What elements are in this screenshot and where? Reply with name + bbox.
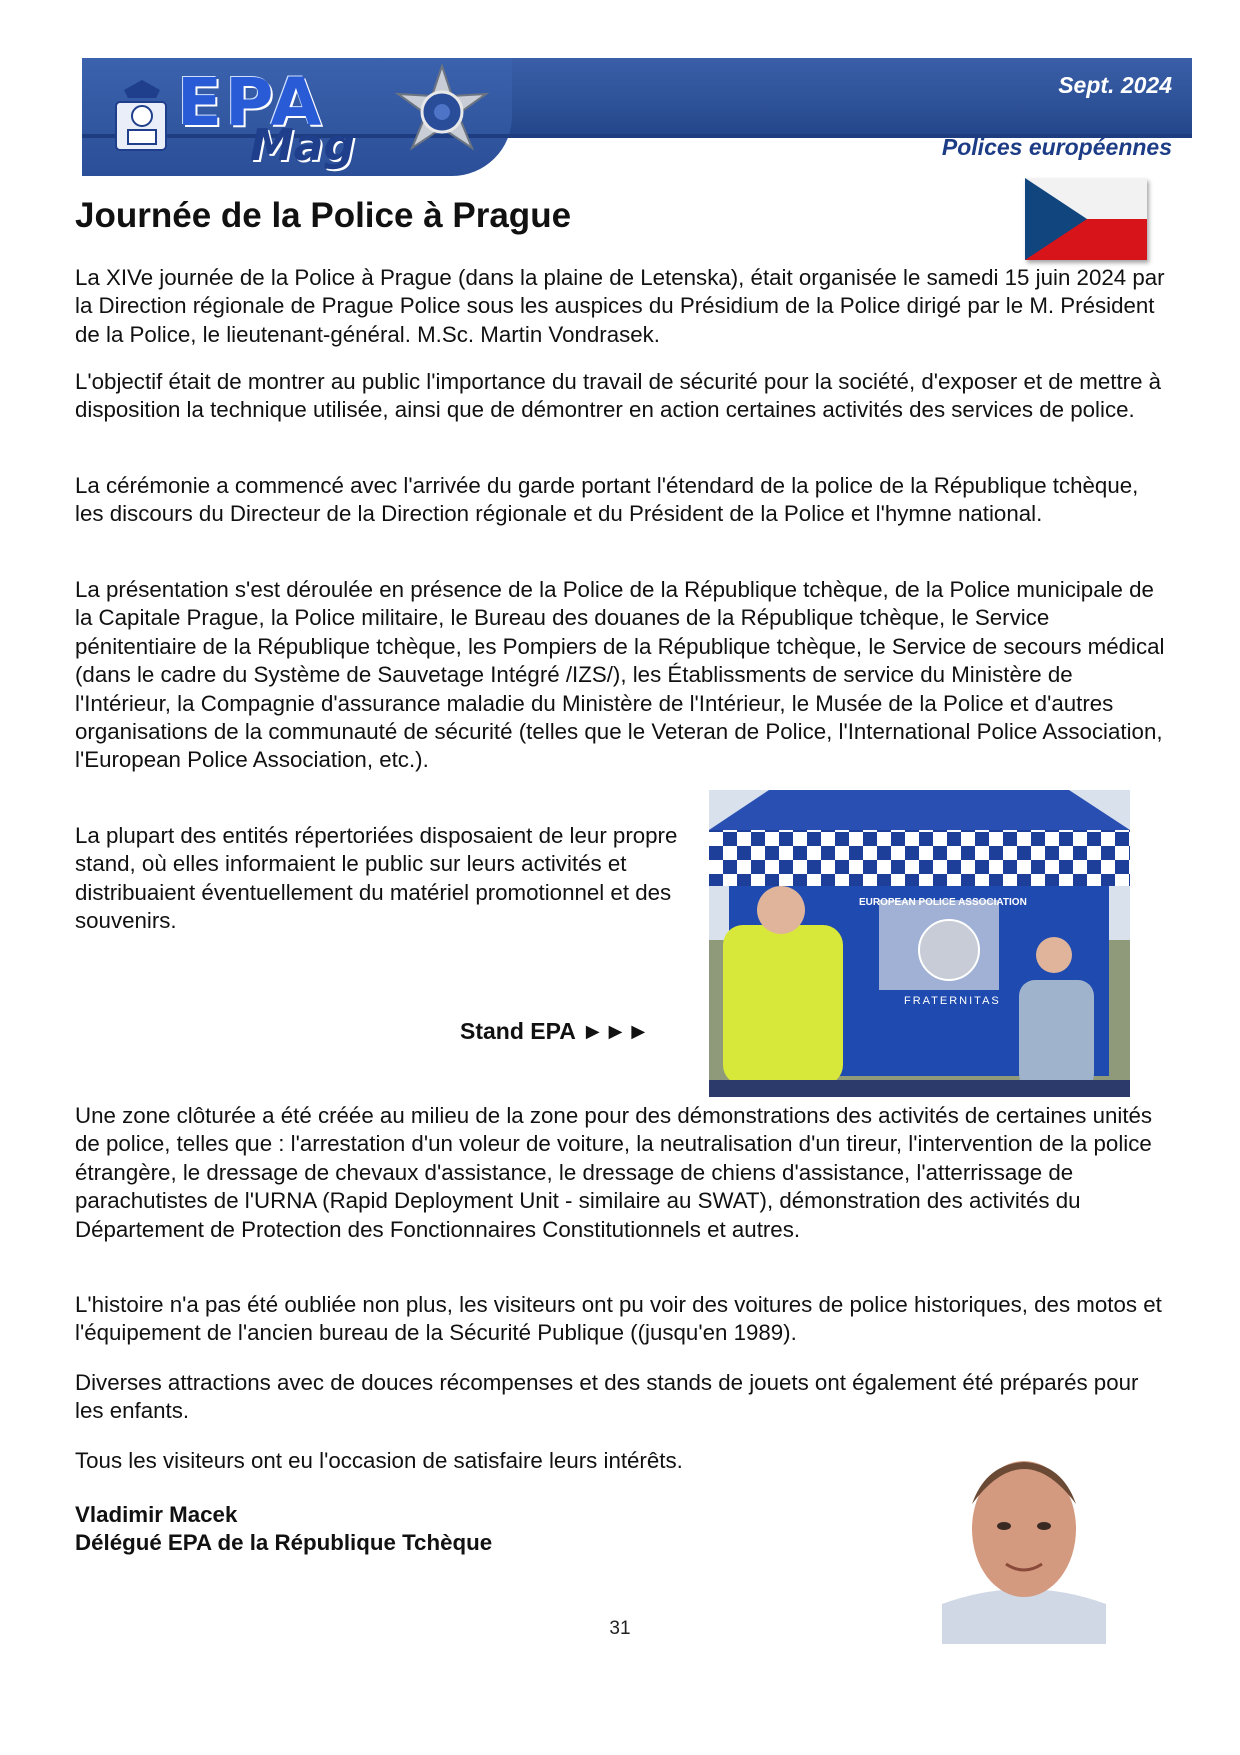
paragraph-9: Tous les visiteurs ont eu l'occasion de satisfaire leurs intérêts.: [75, 1448, 683, 1473]
epa-star-badge-icon: [392, 64, 492, 164]
paragraph-7: L'histoire n'a pas été oubliée non plus, les visiteurs ont pu voir des voitures de police historiques, des motos et l'équipement de l'ancien bureau de la Sécurité Publique ((jusqu'en 1989).: [75, 1292, 1162, 1346]
logo-epa: EPA: [177, 64, 325, 141]
author-role: Délégué EPA de la République Tchèque: [75, 1530, 493, 1555]
paragraph-4: La présentation s'est déroulée en présence de la Police de la République tchèque, de la Police municipale de la Capitale Prague, la Police militaire, le Bureau des douanes de la République tchèque, le Service pénitentiaire de la République tchèque, les Pompiers de la République tchèque, le Service de secours médical (dans le cadre du Système de Sauvetage Intégré /IZS/), les Établissments de service du Ministère de l'Intérieur, la Compagnie d'assurance maladie du Ministère de l'Intérieur, le Musée de la Police et d'autres organisations de la communauté de sécurité (telles que le Veteran de Police, l'International Police Association, l'European Police Association, etc.).: [75, 577, 1165, 773]
author-portrait: [942, 1434, 1106, 1644]
paragraph-2: L'objectif était de montrer au public l'importance du travail de sécurité pour la société, d'exposer et de mettre à disposition la technique utilisée, ainsi que de démontrer en action certaines activités des services de police.: [75, 369, 1162, 423]
issue-date: Sept. 2024: [1058, 72, 1172, 98]
tent-banner-text: EUROPEAN POLICE ASSOCIATION: [859, 897, 1027, 908]
police-officer-icon: [112, 76, 172, 156]
paragraph-1: La XIVe journée de la Police à Prague (dans la plaine de Letenska), était organisée le samedi 15 juin 2024 par la Direction régionale de Prague Police sous les auspices du Présidium de la Police dirigé par le M. Président de la Police, le lieutenant-général. M.Sc. Martin Vondrasek.: [75, 265, 1165, 347]
czech-flag-icon: [1025, 178, 1147, 260]
paragraph-3: La cérémonie a commencé avec l'arrivée du garde portant l'étendard de la police de la République tchèque, les discours du Directeur de la Direction régionale et du Président de la Police et l'hymne national.: [75, 473, 1139, 527]
paragraph-5: La plupart des entités répertoriées disposaient de leur propre stand, où elles informaient le public sur leurs activités et distribuaient éventuellement du matériel promotionnel et des souvenirs.: [75, 823, 678, 934]
page-number: 31: [609, 1618, 631, 1639]
header-banner: [82, 58, 1192, 176]
paragraph-6: Une zone clôturée a été créée au milieu de la zone pour des démonstrations des activités de certaines unités de police, telles que : l'arrestation d'un voleur de voiture, la neutralisation d'un tireur, l'intervention de la police étrangère, le dressage de chevaux d'assistance, le dressage de chiens d'assistance, l'atterrissage de parachutistes de l'URNA (Rapid Deployment Unit - similaire au SWAT), démonstration des activités du Département de Protection des Fonctionnaires Constitutionnels et autres.: [75, 1103, 1153, 1242]
section-title: Polices européennes: [941, 134, 1172, 160]
author-name: Vladimir Macek: [75, 1502, 238, 1527]
logo-mag: Mag: [250, 120, 355, 171]
paragraph-8: Diverses attractions avec de douces récompenses et des stands de jouets ont également été préparés pour les enfants.: [75, 1370, 1139, 1424]
article-title: Journée de la Police à Prague: [75, 196, 572, 235]
photo-caption: Stand EPA ►►►: [460, 1018, 650, 1044]
tent-motto-text: FRATERNITAS: [904, 995, 1001, 1007]
portrait-illustration: [942, 1434, 1106, 1644]
stand-illustration: [709, 790, 1130, 1097]
epa-stand-photo: [709, 790, 1130, 1097]
